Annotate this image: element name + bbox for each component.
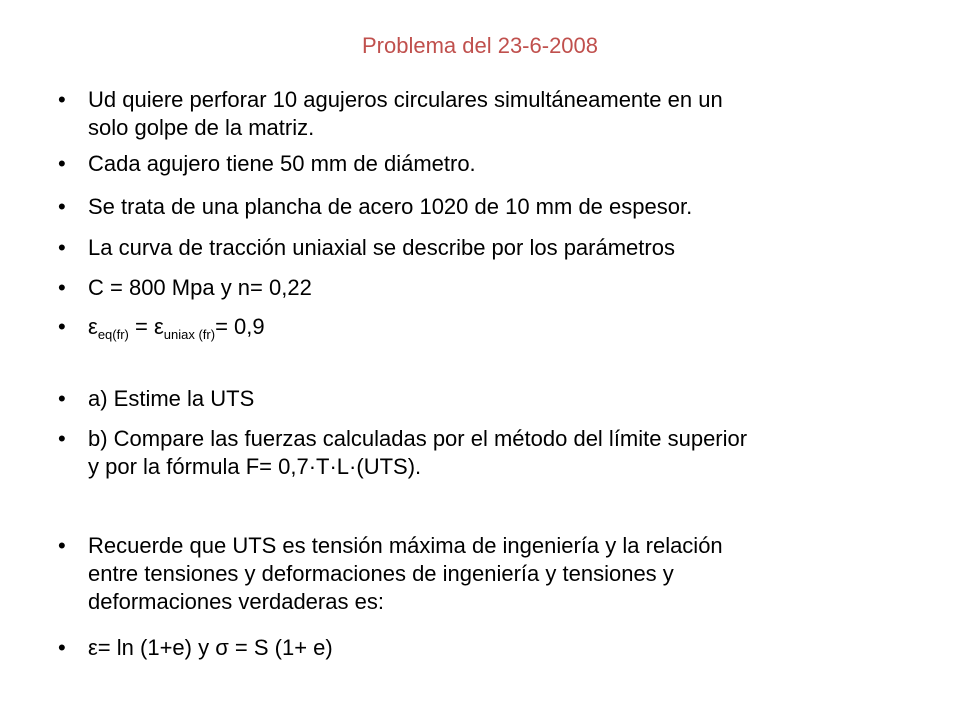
bullet-text-line: Ud quiere perforar 10 agujeros circulares simultáneamente en un (88, 87, 723, 112)
bullet-dot: • (58, 275, 66, 300)
bullet-dot: • (58, 314, 66, 339)
bullet-text: La curva de tracción uniaxial se describe por los parámetros (88, 235, 675, 260)
bullet-text-line: Recuerde que UTS es tensión máxima de ingeniería y la relación (88, 533, 723, 558)
bullet-dot: • (58, 151, 66, 176)
bullet-dot: • (58, 194, 66, 219)
bullet-item-formulas (58, 634, 918, 662)
bullet-item-plate (58, 193, 918, 221)
bullet-item-diameter (58, 150, 918, 178)
epsilon-symbol: ε (88, 314, 98, 339)
bullet-text: a) Estime la UTS (88, 386, 255, 411)
bullet-text: Se trata de una plancha de acero 1020 de 10 mm de espesor. (88, 194, 693, 219)
bullet-text-line: y por la fórmula F= 0,7·T·L·(UTS). (88, 454, 422, 479)
bullet-dot: • (58, 386, 66, 411)
bullet-item-compare (58, 425, 918, 481)
bullet-item-uts (58, 385, 918, 413)
bullet-text-line: deformaciones verdaderas es: (88, 589, 384, 614)
formula-middle: = ε (128, 314, 164, 339)
bullet-dot: • (58, 635, 66, 660)
bullet-dot: • (58, 235, 66, 260)
slide-title: Problema del 23-6-2008 (361, 33, 599, 58)
bullet-item-strain (58, 313, 918, 341)
bullet-text-line: b) Compare las fuerzas calculadas por el método del límite superior (88, 426, 748, 451)
bullet-dot: • (58, 426, 66, 451)
bullet-item-reminder (58, 532, 918, 616)
bullet-item-curve (58, 234, 918, 262)
bullet-item-parameters (58, 274, 918, 302)
bullet-text (88, 86, 918, 142)
bullet-text: Cada agujero tiene 50 mm de diámetro. (88, 151, 476, 176)
subscript-uniax: uniax (fr) (163, 327, 216, 342)
formula-end: = 0,9 (215, 314, 265, 339)
bullet-text: ε= ln (1+e) y σ = S (1+ e) (88, 635, 333, 660)
bullet-dot: • (58, 533, 66, 558)
bullet-item-holes (58, 86, 918, 142)
bullet-text (88, 532, 918, 616)
bullet-text-line: entre tensiones y deformaciones de ingeniería y tensiones y (88, 561, 674, 586)
bullet-text-formula (88, 313, 918, 341)
bullet-text-line: solo golpe de la matriz. (88, 115, 315, 140)
bullet-text (88, 425, 918, 481)
subscript-eq: eq(fr) (97, 327, 129, 342)
bullet-dot: • (58, 87, 66, 112)
bullet-text: C = 800 Mpa y n= 0,22 (88, 275, 312, 300)
